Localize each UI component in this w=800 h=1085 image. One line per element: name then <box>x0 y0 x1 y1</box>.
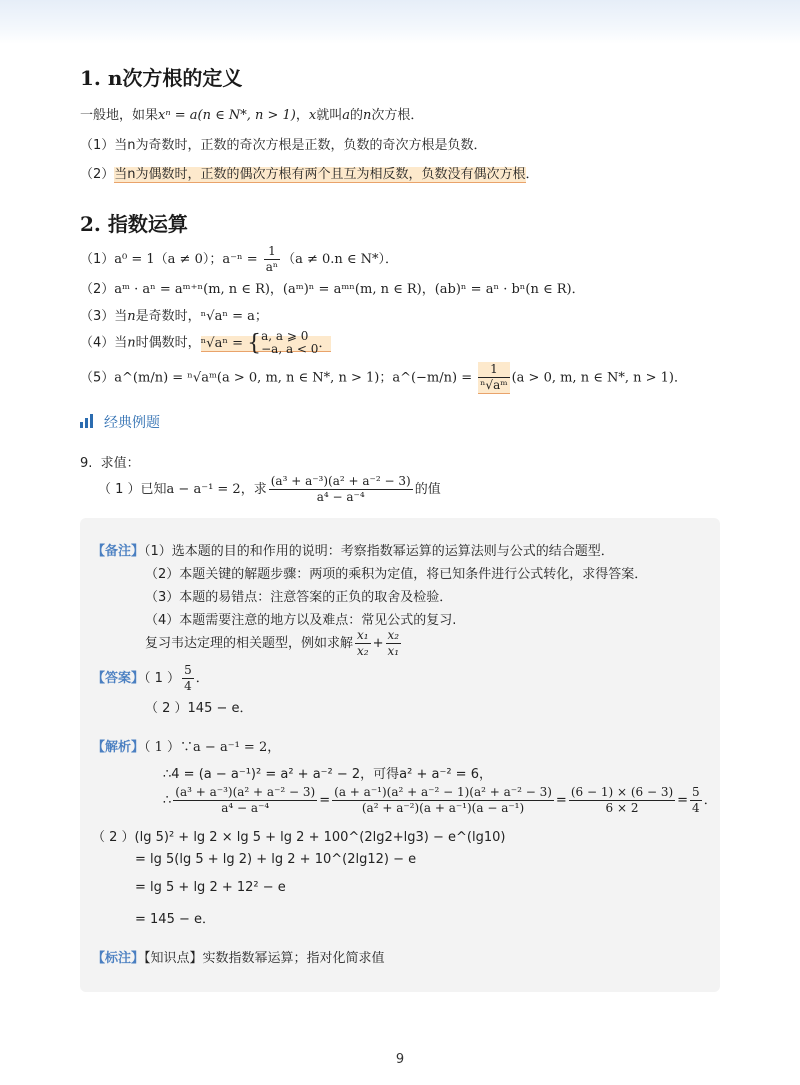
fraction: $\frac{\text{(a + a⁻¹)(a² + a⁻² − 1)(a² + a⁻² − 3)}}{\text{(a² + a⁻²)(a + a⁻¹)(a − a⁻¹)}}$ <box>334 785 552 815</box>
highlighted-text: 当n为偶数时，正数的偶次方根有两个且互为相反数，负数没有偶次方根 <box>114 167 526 182</box>
analysis-line-1: 【解析】（ 1 ）∵a − a⁻¹ = 2， <box>92 740 281 755</box>
problem-part-1: （ 1 ）已知a − a⁻¹ = 2，求 $\frac{\text{(a³ + a⁻³)(a² + a⁻² − 3)}}{\text{a⁴ − a⁻⁴}}$ 的值 <box>98 474 441 504</box>
problem-statement: 9. 求值： <box>80 456 140 471</box>
section-title-2: 2. 指数运算 <box>80 212 188 236</box>
piecewise-cases: a, a ⩾ 0 −a, a < 0 <box>261 329 319 356</box>
note-tag: 【备注】 <box>92 544 145 559</box>
highlighted-formula: ⁿ√aⁿ = { a, a ⩾ 0 −a, a < 0 ． <box>200 329 332 356</box>
exponent-rule-3: （3）当n是奇数时，ⁿ√aⁿ = a； <box>80 309 268 324</box>
note-line-2: （2）本题关键的解题步骤：两项的乘积为定值，将已知条件进行公式转化，求得答案． <box>145 567 648 582</box>
fraction: $\frac{(6 - 1) \times (6 - 3)}{6 \times 2}$ <box>570 785 674 815</box>
note-line-1: 【备注】（1）选本题的目的和作用的说明：考察指数幂运算的运算法则与公式的结合题型． <box>92 544 614 559</box>
answer-line-1: 【答案】（ 1 ） $\frac{5}{4}$ ． <box>92 663 209 693</box>
fraction: $\frac{\text{x₁}}{\text{x₂}}$ <box>357 628 369 658</box>
fraction: $\frac{5}{4}$ <box>184 663 192 693</box>
section-title-1: 1. n次方根的定义 <box>80 66 243 90</box>
analysis-line-5: = lg 5(lg 5 + lg 2) + lg 2 + 10^(2lg12) − e <box>135 852 417 867</box>
answer-tag: 【答案】 <box>92 671 145 686</box>
analysis-line-7: = 145 − e． <box>135 912 215 927</box>
analysis-line-2: ∴4 = (a − a⁻¹)² = a² + a⁻² − 2，可得a² + a⁻² = 6， <box>163 767 492 782</box>
label-line: 【标注】【知识点】实数指数幂运算；指对化简求值 <box>92 951 385 966</box>
examples-heading: 经典例题 <box>80 412 160 432</box>
note-line-5: 复习韦达定理的相关题型，例如求解 $\frac{\text{x₁}}{\text{x₂}}$ + $\frac{\text{x₂}}{\text{x₁}}$ <box>145 628 400 658</box>
answer-line-2: （ 2 ）145 − e． <box>145 701 253 716</box>
definition-line: 一般地，如果xⁿ = a(n ∈ N*, n > 1)，x就叫a的n次方根． <box>80 108 424 123</box>
fraction: $\frac{\text{(a³ + a⁻³)(a² + a⁻² − 3)}}{\text{a⁴ − a⁻⁴}}$ <box>175 785 316 815</box>
header-band <box>0 0 800 44</box>
fraction: $\frac{1}{\text{aⁿ}}$ <box>265 244 279 274</box>
note-line-3: （3）本题的易错点：注意答案的正负的取舍及检验． <box>145 590 453 605</box>
note-line-4: （4）本题需要注意的地方以及难点：常见公式的复习. <box>145 613 457 628</box>
fraction: $\frac{1}{\text{ⁿ√aᵐ}}$ <box>480 362 508 392</box>
label-tag: 【标注】 <box>92 951 145 966</box>
fraction: $\frac{5}{4}$ <box>692 785 700 815</box>
fraction: $\frac{\text{x₂}}{\text{x₁}}$ <box>387 628 400 658</box>
exponent-rule-2: （2）aᵐ · aⁿ = aᵐ⁺ⁿ(m, n ∈ R)，(aᵐ)ⁿ = aᵐⁿ(m, n ∈ R)，(ab)ⁿ = aⁿ · bⁿ(n ∈ R)． <box>80 282 585 297</box>
fraction: $\frac{\text{(a³ + a⁻³)(a² + a⁻² − 3)}}{\text{a⁴ − a⁻⁴}}$ <box>270 474 411 504</box>
analysis-tag: 【解析】 <box>92 740 145 755</box>
even-root-rule: （2）当n为偶数时，正数的偶次方根有两个且互为相反数，负数没有偶次方根． <box>80 167 539 182</box>
bar-chart-icon <box>80 414 96 428</box>
exponent-rule-4: （4）当n时偶数时，ⁿ√aⁿ = { a, a ⩾ 0 −a, a < 0 ． <box>80 329 332 356</box>
exponent-rule-1: （1）a⁰ = 1（a ≠ 0）；a⁻ⁿ = $\frac{1}{\text{aⁿ}}$ （a ≠ 0.n ∈ N*）． <box>80 244 399 274</box>
analysis-line-4: （ 2 ）(lg 5)² + lg 2 × lg 5 + lg 2 + 100^(2lg2+lg3) − e^(lg10) <box>92 830 506 845</box>
exponent-rule-5: （5）a^(m/n) = ⁿ√aᵐ(a > 0, m, n ∈ N*, n > 1)；a^(−m/n) = $\frac{1}{\text{ⁿ√aᵐ}}$ (a > 0, m, n ∈ N*, n > 1)． <box>80 362 687 392</box>
analysis-line-6: = lg 5 + lg 2 + 12² − e <box>135 880 286 895</box>
page-number: 9 <box>395 1052 405 1067</box>
odd-root-rule: （1）当n为奇数时，正数的奇次方根是正数，负数的奇次方根是负数． <box>80 138 487 153</box>
analysis-line-3: ∴ $\frac{\text{(a³ + a⁻³)(a² + a⁻² − 3)}}{\text{a⁴ − a⁻⁴}}$ = $\frac{\text{(a + a⁻¹)(a² + a⁻² − 1)(a² + a⁻² − 3)}}{\text{(a² + a⁻²)(a + a⁻¹)(a − a⁻¹)}}$ = $\frac{(6 - 1) \times (6 - 3)}{6 \times 2}$ = $\frac{5}{4}$ ． <box>163 785 717 815</box>
